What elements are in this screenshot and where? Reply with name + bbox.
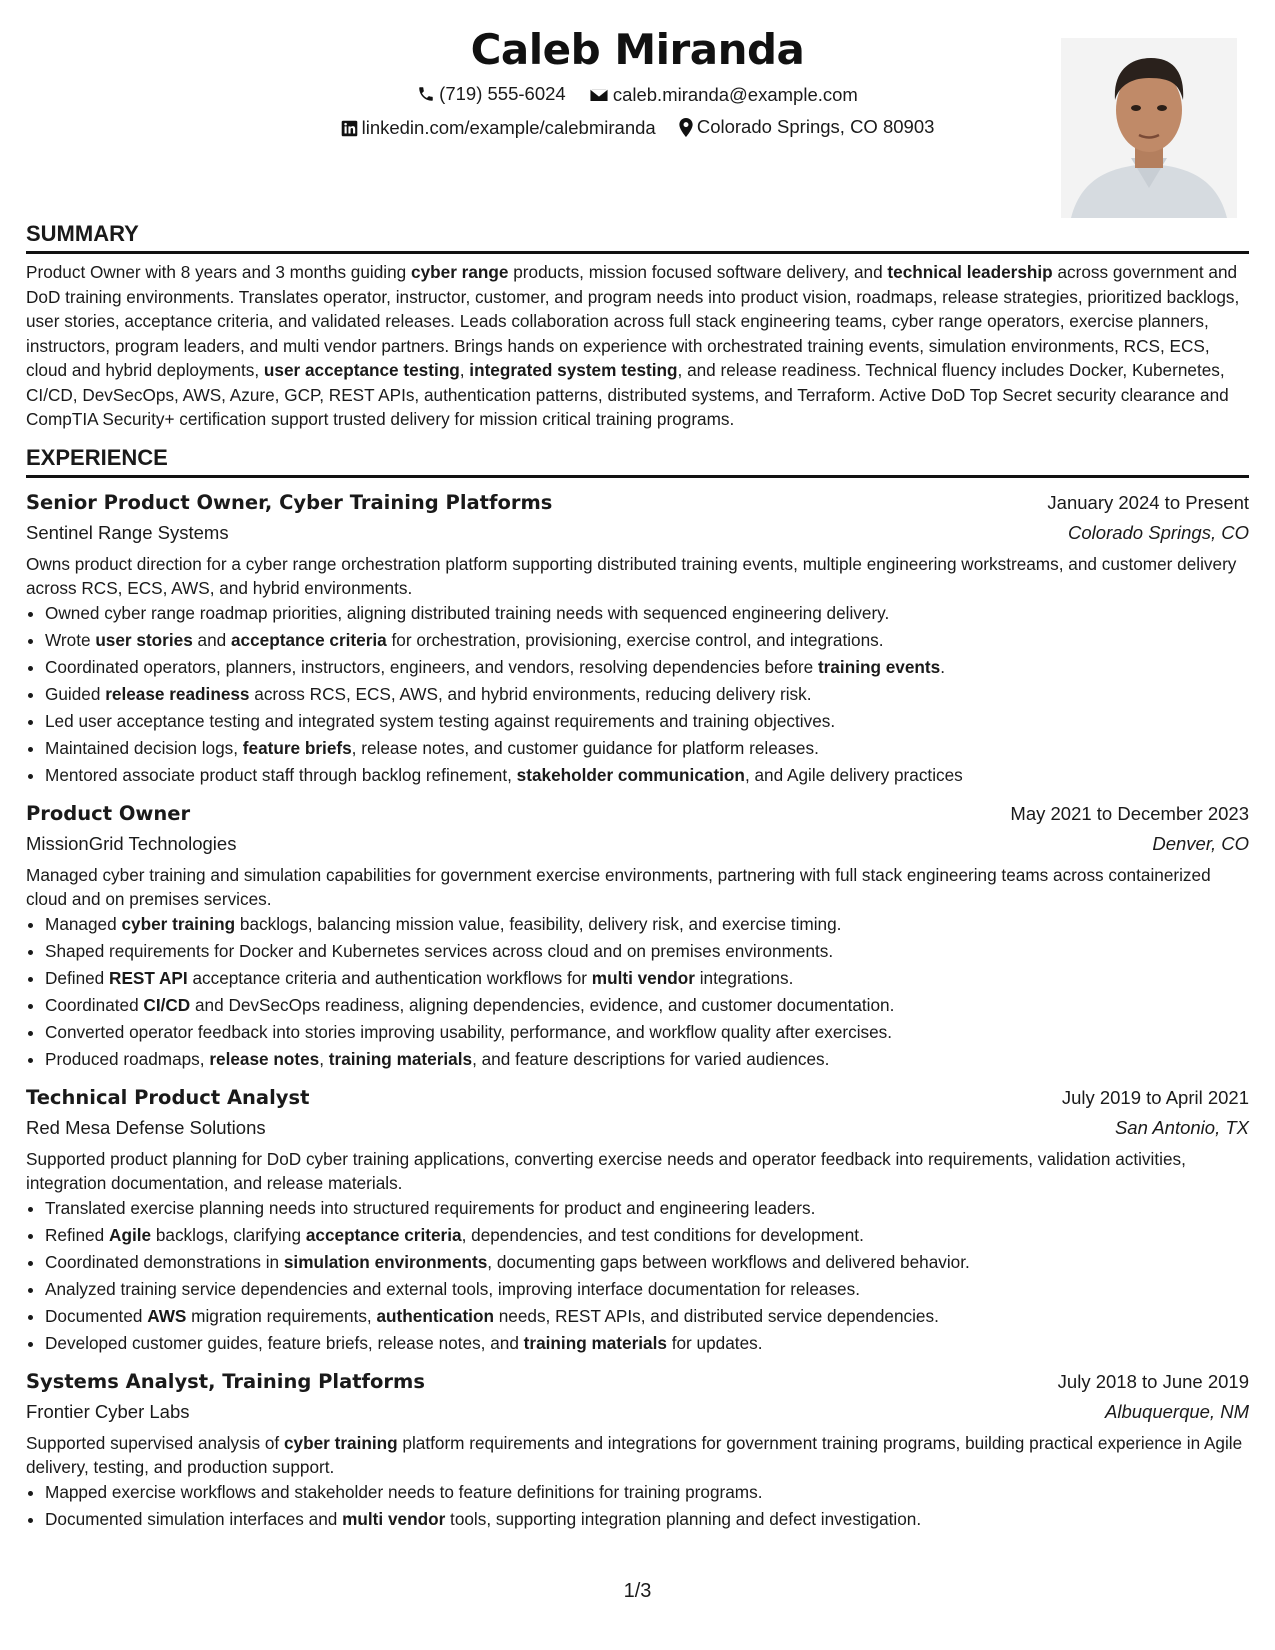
summary-text: , xyxy=(459,360,470,380)
linkedin-contact[interactable] xyxy=(341,116,656,140)
job-location: Colorado Springs, CO xyxy=(1068,521,1249,543)
bullet-text: Managed xyxy=(45,913,122,934)
job-entry xyxy=(26,799,1249,1073)
summary-emphasis: user acceptance testing xyxy=(263,360,460,380)
bullet-item xyxy=(45,762,1249,789)
bullet-item xyxy=(45,1195,1249,1222)
bullet-emphasis: REST API xyxy=(109,967,188,988)
bullet-text: Owned cyber range roadmap priorities, aligning distributed training needs with sequenced engineering delivery. xyxy=(45,602,890,623)
bullet-item xyxy=(45,1046,1249,1073)
summary-text: , and release readiness. Technical fluency includes Docker, Kubernetes, CI/CD, DevSecOps, AWS, Azure, GCP, REST APIs, authentication patterns, distributed systems, and Terraform. Active DoD Top Secret security clearance and CompTIA Security+ certification support trusted delivery for mission critical training programs. xyxy=(26,360,1229,429)
bullet-emphasis: release notes xyxy=(209,1048,320,1069)
bullet-text: , xyxy=(319,1048,329,1069)
bullet-item xyxy=(45,627,1249,654)
bullet-text: Coordinated xyxy=(45,994,144,1015)
resume-header xyxy=(26,24,1249,220)
job-description xyxy=(26,1431,1249,1479)
job-title-row xyxy=(26,1367,1249,1397)
bullet-text: , and Agile delivery practices xyxy=(744,764,963,785)
resume-page xyxy=(26,18,1249,1533)
job-location: San Antonio, TX xyxy=(1114,1116,1249,1138)
bullet-emphasis: stakeholder communication xyxy=(516,764,745,785)
phone-contact[interactable] xyxy=(417,82,566,106)
job-description: Managed cyber training and simulation capabilities for government exercise environments, partnering with full stack engineering teams across containerized cloud and on premises services. xyxy=(26,864,1211,909)
job-company-row xyxy=(26,1113,1249,1143)
job-company: Frontier Cyber Labs xyxy=(26,1400,190,1422)
bullet-text: , release notes, and customer guidance for platform releases. xyxy=(351,737,819,758)
bullet-text: Converted operator feedback into stories improving usability, performance, and workflow quality after exercises. xyxy=(45,1021,893,1042)
bullet-text: acceptance criteria and authentication workflows for xyxy=(187,967,592,988)
job-dates: July 2019 to April 2021 xyxy=(1061,1086,1249,1108)
bullet-text: migration requirements, xyxy=(186,1305,377,1326)
summary-emphasis: integrated system testing xyxy=(469,360,678,380)
bullet-emphasis: training materials xyxy=(523,1332,667,1353)
job-description-text: Supported supervised analysis of xyxy=(26,1432,284,1453)
bullet-text: Refined xyxy=(45,1224,110,1245)
location-contact xyxy=(679,115,935,139)
bullet-text: across RCS, ECS, AWS, and hybrid environments, reducing delivery risk. xyxy=(249,683,812,704)
bullet-item xyxy=(45,911,1249,938)
bullet-text: Maintained decision logs, xyxy=(45,737,243,758)
summary-text: Product Owner with 8 years and 3 months guiding xyxy=(26,262,412,282)
bullet-emphasis: training events xyxy=(817,656,941,677)
bullet-emphasis: multi vendor xyxy=(591,967,695,988)
bullet-text: Shaped requirements for Docker and Kubernetes services across cloud and on premises environments. xyxy=(45,940,834,961)
bullet-text: . xyxy=(940,656,945,677)
bullet-item xyxy=(45,1479,1249,1506)
bullet-text: Developed customer guides, feature briefs, release notes, and xyxy=(45,1332,524,1353)
bullet-item xyxy=(45,681,1249,708)
linkedin-icon xyxy=(341,120,358,137)
bullet-text: Mentored associate product staff through backlog refinement, xyxy=(45,764,517,785)
bullet-text: Documented xyxy=(45,1305,148,1326)
job-title: Technical Product Analyst xyxy=(26,1085,310,1109)
job-entry xyxy=(26,1083,1249,1357)
bullet-text: Led user acceptance testing and integrated system testing against requirements and training objectives. xyxy=(45,710,836,731)
job-dates: January 2024 to Present xyxy=(1047,491,1249,513)
bullet-text: Coordinated demonstrations in xyxy=(45,1251,284,1272)
bullet-item xyxy=(45,992,1249,1019)
bullet-item xyxy=(45,965,1249,992)
job-title: Product Owner xyxy=(26,801,191,825)
summary-emphasis: cyber range xyxy=(411,262,509,282)
bullet-emphasis: Agile xyxy=(109,1224,152,1245)
summary-emphasis: technical leadership xyxy=(887,262,1053,282)
bullet-text: and DevSecOps readiness, aligning dependencies, evidence, and customer documentation. xyxy=(190,994,895,1015)
bullet-item xyxy=(45,708,1249,735)
job-company-row xyxy=(26,1397,1249,1427)
bullet-item xyxy=(45,1506,1249,1533)
job-description-emphasis: cyber training xyxy=(283,1432,398,1453)
summary-text xyxy=(26,260,1249,432)
job-title-row xyxy=(26,799,1249,829)
bullet-text: integrations. xyxy=(694,967,794,988)
job-bullets xyxy=(26,911,1249,1073)
job-company-row xyxy=(26,518,1249,548)
bullet-emphasis: feature briefs xyxy=(242,737,352,758)
bullet-emphasis: acceptance criteria xyxy=(231,629,387,650)
job-title: Systems Analyst, Training Platforms xyxy=(26,1369,425,1393)
map-pin-icon xyxy=(679,118,693,137)
job-company-row xyxy=(26,829,1249,859)
job-location: Albuquerque, NM xyxy=(1105,1400,1249,1422)
summary-section xyxy=(26,220,1249,432)
job-company: Sentinel Range Systems xyxy=(26,521,229,543)
job-entry xyxy=(26,1367,1249,1533)
job-title-row xyxy=(26,488,1249,518)
experience-heading: EXPERIENCE xyxy=(26,444,1249,478)
job-list xyxy=(26,488,1249,1533)
envelope-icon xyxy=(589,87,609,103)
email-address: caleb.miranda@example.com xyxy=(612,84,858,105)
job-description: Supported product planning for DoD cyber training applications, converting exercise needs and operator feedback into requirements, validation activities, integration documentation, and release materials. xyxy=(26,1148,1186,1193)
job-bullets xyxy=(26,600,1249,789)
bullet-item xyxy=(45,1019,1249,1046)
bullet-emphasis: multi vendor xyxy=(342,1508,446,1529)
bullet-emphasis: acceptance criteria xyxy=(305,1224,462,1245)
bullet-text: tools, supporting integration planning and defect investigation. xyxy=(445,1508,922,1529)
bullet-item xyxy=(45,600,1249,627)
experience-section xyxy=(26,444,1249,1533)
bullet-item xyxy=(45,654,1249,681)
bullet-text: , dependencies, and test conditions for development. xyxy=(461,1224,864,1245)
page-number: 1/3 xyxy=(623,1580,652,1602)
job-dates: May 2021 to December 2023 xyxy=(1010,802,1249,824)
summary-heading: SUMMARY xyxy=(26,220,1249,254)
bullet-text: Coordinated operators, planners, instructors, engineers, and vendors, resolving dependencies before xyxy=(45,656,818,677)
bullet-text: Wrote xyxy=(45,629,96,650)
bullet-item xyxy=(45,735,1249,762)
bullet-emphasis: training materials xyxy=(328,1048,473,1069)
bullet-item xyxy=(45,1330,1249,1357)
bullet-text: backlogs, balancing mission value, feasibility, delivery risk, and exercise timing. xyxy=(235,913,842,934)
bullet-text: Analyzed training service dependencies and external tools, improving interface documentation for releases. xyxy=(45,1278,860,1299)
bullet-emphasis: release readiness xyxy=(105,683,250,704)
job-bullets xyxy=(26,1479,1249,1533)
bullet-emphasis: AWS xyxy=(147,1305,187,1326)
job-bullets xyxy=(26,1195,1249,1357)
bullet-item xyxy=(45,1249,1249,1276)
email-contact[interactable] xyxy=(589,83,858,107)
job-location: Denver, CO xyxy=(1152,832,1249,854)
candidate-name: Caleb Miranda xyxy=(470,25,805,74)
bullet-emphasis: simulation environments xyxy=(283,1251,488,1272)
bullet-text: Defined xyxy=(45,967,110,988)
bullet-item xyxy=(45,938,1249,965)
summary-text: across government and DoD training environments. Translates operator, instructor, customer, and program needs into product vision, roadmaps, release strategies, prioritized backlogs, user stories, acceptance criteria, and validated releases. Leads collaboration across full stack engineering teams, cyber range operators, exercise planners, instructors, program leaders, and multi vendor partners. Brings hands on experience with orchestrated training events, simulation environments, RCS, ECS, cloud and hybrid deployments, xyxy=(26,262,1240,380)
job-title-row xyxy=(26,1083,1249,1113)
job-entry xyxy=(26,488,1249,789)
bullet-text: Documented simulation interfaces and xyxy=(45,1508,343,1529)
bullet-item xyxy=(45,1303,1249,1330)
bullet-text: and xyxy=(192,629,231,650)
bullet-text: backlogs, clarifying xyxy=(151,1224,306,1245)
location-text: Colorado Springs, CO 80903 xyxy=(696,116,935,137)
phone-number: (719) 555-6024 xyxy=(439,83,566,104)
bullet-item xyxy=(45,1276,1249,1303)
bullet-text: Mapped exercise workflows and stakeholder needs to feature definitions for training programs. xyxy=(45,1481,763,1502)
job-company: MissionGrid Technologies xyxy=(26,832,237,854)
bullet-text: needs, REST APIs, and distributed service dependencies. xyxy=(493,1305,939,1326)
job-description-text: platform requirements and integrations for government training programs, building practical experience in Agile delivery, testing, and production support. xyxy=(26,1432,1243,1477)
bullet-emphasis: user stories xyxy=(95,629,193,650)
bullet-emphasis: CI/CD xyxy=(143,994,191,1015)
bullet-text: Translated exercise planning needs into structured requirements for product and engineering leaders. xyxy=(45,1197,816,1218)
linkedin-url: linkedin.com/example/calebmiranda xyxy=(361,117,656,138)
bullet-text: for orchestration, provisioning, exercise control, and integrations. xyxy=(386,629,884,650)
bullet-text: Guided xyxy=(45,683,106,704)
summary-text: products, mission focused software delivery, and xyxy=(508,262,888,282)
job-title: Senior Product Owner, Cyber Training Platforms xyxy=(26,490,553,514)
job-dates: July 2018 to June 2019 xyxy=(1057,1370,1249,1392)
bullet-text: for updates. xyxy=(666,1332,763,1353)
profile-photo xyxy=(1061,38,1237,218)
bullet-text: Produced roadmaps, xyxy=(45,1048,210,1069)
bullet-item xyxy=(45,1222,1249,1249)
bullet-emphasis: authentication xyxy=(376,1305,494,1326)
bullet-emphasis: cyber training xyxy=(121,913,236,934)
job-company: Red Mesa Defense Solutions xyxy=(26,1116,266,1138)
bullet-text: , documenting gaps between workflows and delivered behavior. xyxy=(487,1251,970,1272)
job-description: Owns product direction for a cyber range orchestration platform supporting distributed training events, multiple engineering workstreams, and customer delivery across RCS, ECS, AWS, and hybrid environments. xyxy=(26,553,1237,598)
bullet-text: , and feature descriptions for varied audiences. xyxy=(472,1048,830,1069)
phone-icon xyxy=(417,85,435,103)
